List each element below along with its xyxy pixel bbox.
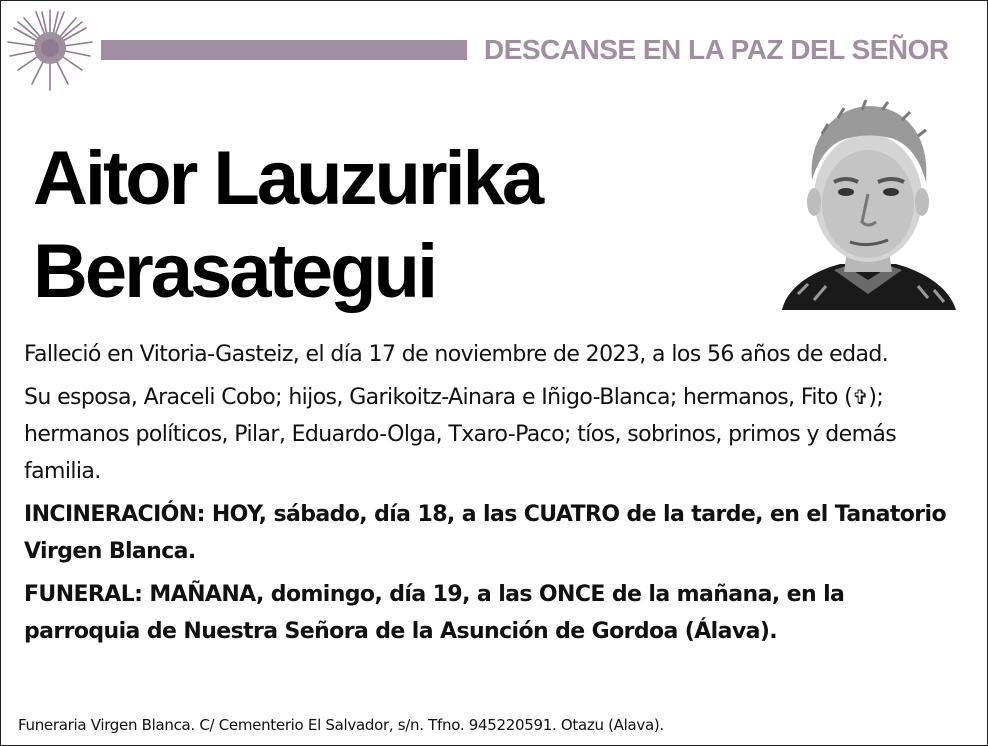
header-motto: DESCANSE EN LA PAZ DEL SEÑOR: [484, 34, 949, 65]
family-text-2: ); hermanos políticos, Pilar, Eduardo-Olga, Txaro-Paco; tíos, sobrinos, primos y demás familia.: [24, 385, 897, 484]
header-bar: [101, 40, 467, 60]
name-line-2: Berasategui: [33, 229, 436, 314]
deceased-name: [33, 132, 541, 318]
family-paragraph: [24, 379, 954, 490]
notice-body: [24, 336, 954, 656]
cremation-paragraph: INCINERACIÓN: HOY, sábado, día 18, a las CUATRO de la tarde, en el Tanatorio Virgen Blanca.: [24, 502, 947, 564]
family-text-1: Su esposa, Araceli Cobo; hijos, Garikoitz-Ainara e Iñigo-Blanca; hermanos, Fito (: [24, 385, 853, 410]
cross-icon: ✞: [852, 385, 869, 409]
thistle-icon: [4, 6, 96, 92]
portrait-photo: [778, 94, 958, 310]
funeral-home-footer: Funeraria Virgen Blanca. C/ Cementerio El Salvador, s/n. Tfno. 945220591. Otazu (Alava).: [18, 716, 664, 734]
name-line-1: Aitor Lauzurika: [33, 136, 542, 221]
funeral-paragraph: FUNERAL: MAÑANA, domingo, día 19, a las ONCE de la mañana, en la parroquia de Nuestra Señora de la Asunción de Gordoa (Álava).: [24, 582, 845, 644]
death-paragraph: Falleció en Vitoria-Gasteiz, el día 17 de noviembre de 2023, a los 56 años de edad.: [24, 342, 889, 367]
